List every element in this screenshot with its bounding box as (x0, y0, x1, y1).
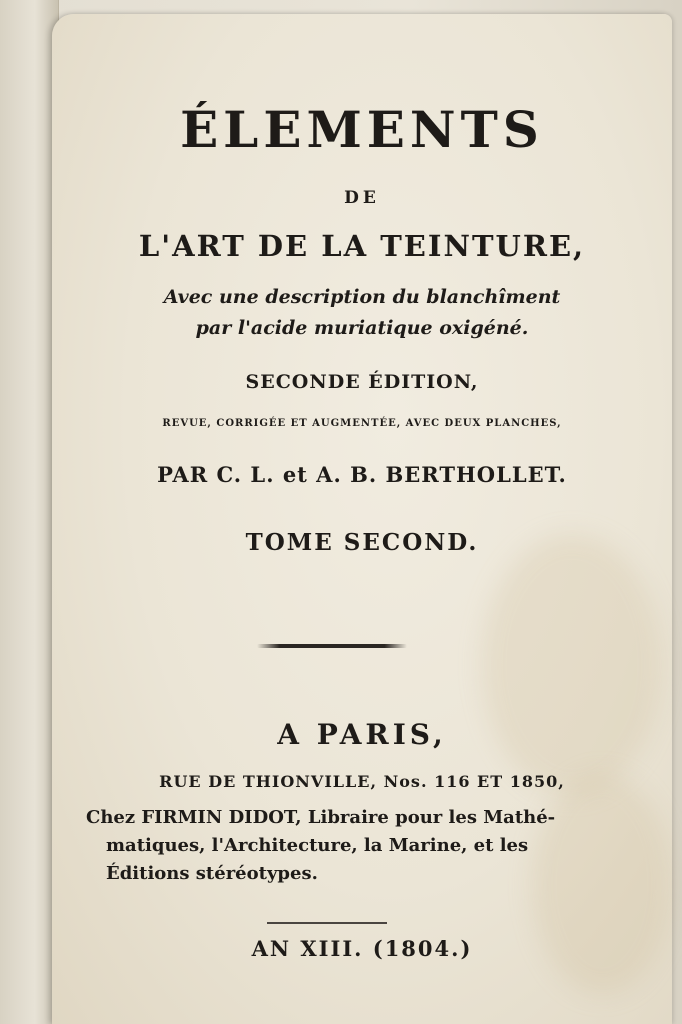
volume-number: TOME SECOND. (245, 529, 479, 556)
publisher-line-2: matiques, l'Architecture, la Marine, et les (106, 835, 529, 856)
facing-page-edge (0, 0, 59, 1024)
book-title: ÉLEMENTS (180, 100, 544, 159)
publisher-line-3: Éditions stéréotypes. (106, 863, 318, 884)
title-connector: DE (344, 188, 380, 208)
divider-rule (267, 922, 387, 924)
authors: PAR C. L. et A. B. BERTHOLLET. (157, 462, 567, 487)
edition-statement: SECONDE ÉDITION, (245, 371, 479, 393)
imprint-street: RUE DE THIONVILLE, Nos. 116 ET 1850, (159, 772, 565, 791)
ornamental-rule (257, 644, 407, 648)
description-line-1: Avec une description du blanchîment (163, 286, 561, 308)
description-line-2: par l'acide muriatique oxigéné. (195, 317, 529, 339)
publication-date: AN XIII. (1804.) (251, 936, 473, 961)
title-page (52, 14, 672, 1024)
paper-stain (482, 534, 662, 794)
revision-statement: REVUE, CORRIGÉE ET AUGMENTÉE, AVEC DEUX PLANCHES, (162, 418, 562, 429)
publisher-block (86, 804, 606, 888)
book-subject: L'ART DE LA TEINTURE, (138, 229, 586, 263)
publisher-line-1: Chez FIRMIN DIDOT, Libraire pour les Mathé- (86, 807, 556, 828)
imprint-city: A PARIS, (277, 718, 447, 751)
